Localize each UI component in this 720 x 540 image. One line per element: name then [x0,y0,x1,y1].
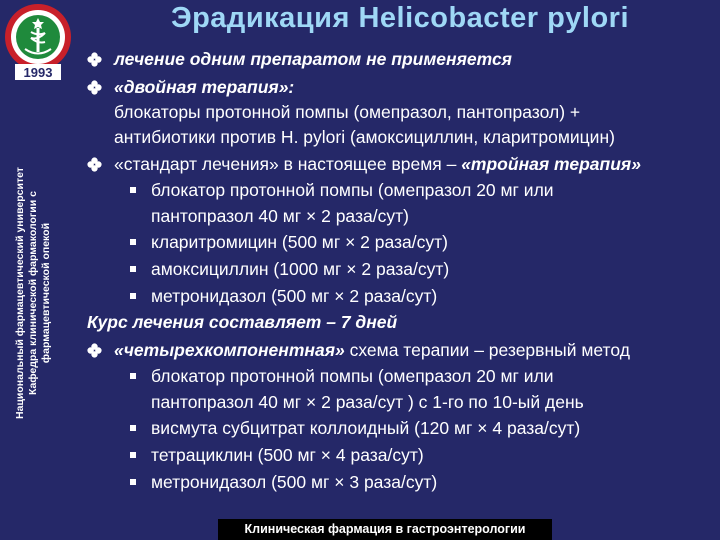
square-bullet-icon [130,266,136,272]
course-duration: Курс лечения составляет – 7 дней [87,312,398,332]
triple-item-metronidazole: метронидазол (500 мг × 2 раза/сут) [151,286,438,306]
quad-item-bismuth: висмута субцитрат коллоидный (120 мг × 4 раза/сут) [151,418,581,438]
diamond-bullet-icon [87,52,102,67]
slide-title: Эрадикация Helicobacter pylori [170,2,630,34]
quad-item-ppi-line1: блокатор протонной помпы (омепразол 20 мг или [151,366,554,386]
square-bullet-icon [130,373,136,379]
bullet-monotherapy: лечение одним препаратом не применяется [114,49,512,69]
standard-text: «стандарт лечения» в настоящее время – [114,154,457,174]
square-bullet-icon [130,239,136,245]
department-name: Кафедра клинической фармакологии с [27,191,39,395]
triple-item-ppi-line1: блокатор протонной помпы (омепразол 20 мг или [151,180,554,200]
bullet-dual-therapy: «двойная терапия»: [114,77,295,97]
quad-item-metronidazole: метронидазол (500 мг × 3 раза/сут) [151,472,438,492]
logo-year: 1993 [23,65,53,80]
square-bullet-icon [130,479,136,485]
reserve-method-text: схема терапии – резервный метод [344,340,630,360]
dual-therapy-line1: блокаторы протонной помпы (омепразол, пантопразол) + [114,102,581,122]
bullet-standard [114,154,641,174]
diamond-bullet-icon [87,343,102,358]
university-caption [14,128,70,458]
slide-footer: Клиническая фармация в гастроэнтерологии [218,519,552,540]
square-bullet-icon [130,452,136,458]
triple-item-amoxicillin: амоксициллин (1000 мг × 2 раза/сут) [151,259,450,279]
diamond-bullet-icon [87,80,102,95]
triple-therapy-text: «тройная терапия» [461,154,641,174]
triple-item-clarithromycin: кларитромицин (500 мг × 2 раза/сут) [151,232,448,252]
university-name: Национальный фармацевтический университет [14,167,26,419]
quad-item-tetracycline: тетрациклин (500 мг × 4 раза/сут) [151,445,424,465]
quad-item-ppi-line2: пантопразол 40 мг × 2 раза/сут ) с 1-го по 10-ый день [151,392,584,412]
university-logo [3,2,73,84]
diamond-bullet-icon [87,157,102,172]
square-bullet-icon [130,187,136,193]
department-name-cont: фармацевтической опекой [40,222,52,364]
quadruple-text: «четырехкомпонентная» [114,340,345,360]
dual-therapy-line2: антибиотики против H. pylori (амоксициллин, кларитромицин) [114,127,615,147]
bullet-quadruple [114,340,630,360]
triple-item-ppi-line2: пантопразол 40 мг × 2 раза/сут) [151,206,409,226]
square-bullet-icon [130,425,136,431]
square-bullet-icon [130,293,136,299]
sidebar [0,0,78,540]
